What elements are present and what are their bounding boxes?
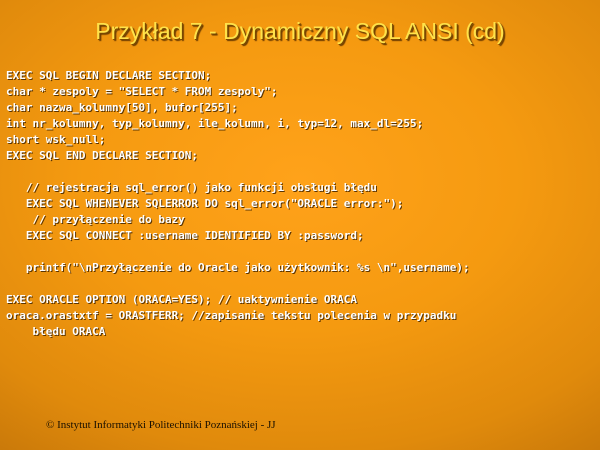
code-line: int nr_kolumny, typ_kolumny, ile_kolumn, i, typ=12, max_dl=255;	[6, 117, 424, 130]
code-line: błędu ORACA	[6, 325, 106, 338]
blank-line	[6, 164, 596, 180]
slide-footer: © Instytut Informatyki Politechniki Poznańskiej - JJ	[46, 419, 276, 431]
code-comment-line: // przyłączenie do bazy	[6, 213, 185, 226]
code-comment-line: // rejestracja sql_error() jako funkcji obsługi błędu	[6, 181, 377, 194]
code-line: short wsk_null;	[6, 133, 106, 146]
code-line: EXEC ORACLE OPTION (ORACA=YES); // uaktywnienie ORACA	[6, 293, 357, 306]
blank-line	[6, 276, 596, 292]
code-line: oraca.orastxtf = ORASTFERR; //zapisanie tekstu polecenia w przypadku	[6, 309, 457, 322]
code-line: EXEC SQL CONNECT :username IDENTIFIED BY :password;	[6, 229, 364, 242]
code-line: EXEC SQL WHENEVER SQLERROR DO sql_error("ORACLE error:");	[6, 197, 404, 210]
blank-line	[6, 244, 596, 260]
code-line: char * zespoly = "SELECT * FROM zespoly";	[6, 85, 278, 98]
code-line: EXEC SQL END DECLARE SECTION;	[6, 149, 199, 162]
code-line: printf("\nPrzyłączenie do Oracle jako użytkownik: %s \n",username);	[6, 261, 470, 274]
slide-title: Przykład 7 - Dynamiczny SQL ANSI (cd)	[95, 18, 505, 44]
code-line: EXEC SQL BEGIN DECLARE SECTION;	[6, 69, 212, 82]
code-listing	[6, 68, 596, 340]
code-line: char nazwa_kolumny[50], bufor[255];	[6, 101, 238, 114]
